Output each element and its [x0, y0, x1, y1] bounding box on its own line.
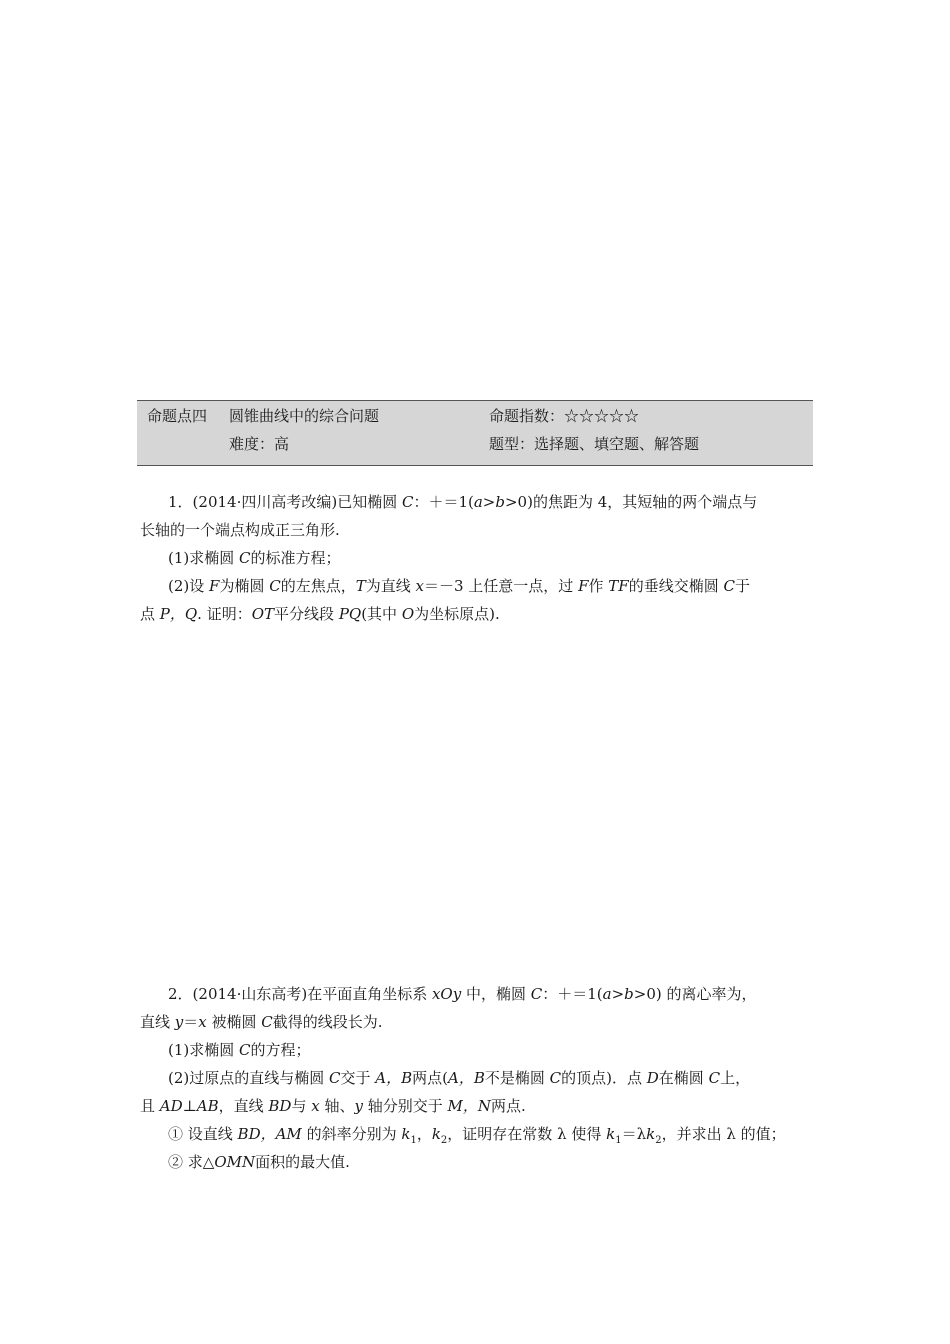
topic-label: 命题点四 — [147, 407, 208, 425]
problem-2 — [140, 980, 816, 1176]
problem-2-subquestion-2: ② 求△OMN面积的最大值. — [168, 1153, 350, 1171]
problem-1-question-1: (1)求椭圆 C的标准方程； — [168, 549, 341, 567]
topic-header-box — [137, 400, 813, 466]
problem-2-question-2-cont: 且 AD⊥AB，直线 BD与 x 轴、y 轴分别交于 M，N两点. — [140, 1097, 526, 1115]
problem-2-line-2: 直线 y＝x 被椭圆 C截得的线段长为. — [140, 1013, 383, 1031]
problem-1-line-2: 长轴的一个端点构成正三角形. — [140, 521, 340, 539]
topic-difficulty: 难度：高 — [229, 435, 290, 453]
problem-2-question-2: (2)过原点的直线与椭圆 C交于 A，B两点(A，B不是椭圆 C的顶点)．点 D在椭圆 C上， — [168, 1069, 751, 1087]
topic-index: 命题指数：☆☆☆☆☆ — [489, 407, 640, 425]
topic-question-types: 题型：选择题、填空题、解答题 — [489, 435, 700, 453]
problem-1-question-2: (2)设 F为椭圆 C的左焦点，T为直线 x＝－3 上任意一点，过 F作 TF的垂线交椭圆 C于 — [168, 577, 750, 595]
problem-2-subquestion-1: ① 设直线 BD，AM 的斜率分别为 $k_1$，$k_2$，证明存在常数 λ 使得 $k_1=\lambda k_2$，并求出 λ 的值； — [168, 1125, 786, 1146]
topic-title: 圆锥曲线中的综合问题 — [229, 407, 380, 425]
problem-1-line-1: 1．(2014·四川高考改编)已知椭圆 C：＋＝1(a>b>0)的焦距为 4，其短轴的两个端点与 — [168, 493, 758, 511]
problem-2-line-1: 2．(2014·山东高考)在平面直角坐标系 xOy 中，椭圆 C：＋＝1(a>b>0) 的离心率为， — [168, 985, 757, 1003]
problem-1 — [140, 488, 816, 628]
problem-1-question-2-cont: 点 P，Q. 证明：OT平分线段 PQ(其中 O为坐标原点). — [140, 605, 500, 623]
problem-2-question-1: (1)求椭圆 C的方程； — [168, 1041, 311, 1059]
